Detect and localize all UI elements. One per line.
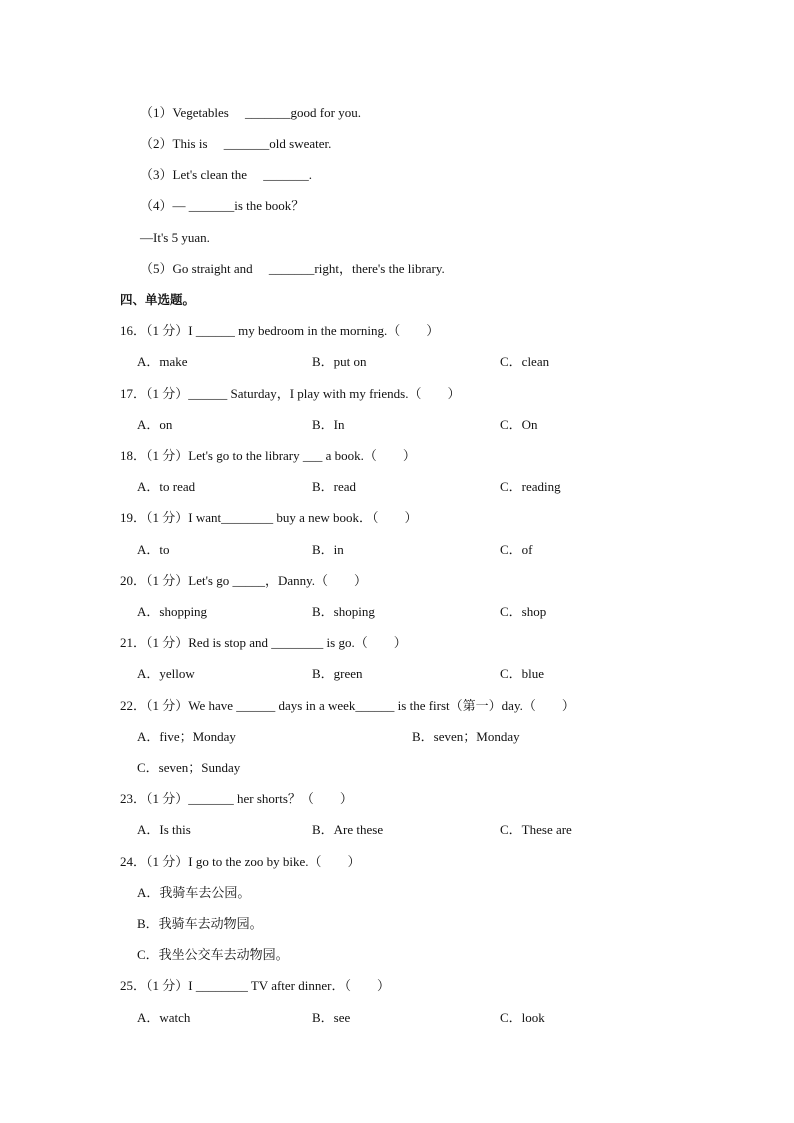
q19-option-a[interactable]: A．to xyxy=(137,542,170,557)
question-25-stem: 25．（1 分）I ________ TV after dinner．（ ） xyxy=(120,978,390,993)
q16-option-c[interactable]: C．clean xyxy=(500,354,550,369)
q21-option-b[interactable]: B．green xyxy=(312,666,363,681)
question-18-stem: 18．（1 分）Let's go to the library ___ a book.（ ） xyxy=(120,448,416,463)
fill-item-2: （2）This is _______old sweater. xyxy=(140,136,332,151)
section-title: 四、单选题。 xyxy=(120,292,196,307)
q24-option-a[interactable]: A．我骑车去公园。 xyxy=(137,885,251,900)
q22-option-a[interactable]: A．five；Monday xyxy=(137,729,236,744)
q23-option-a[interactable]: A．Is this xyxy=(137,822,191,837)
fill-item-4: （4）— _______is the book？ xyxy=(140,198,305,213)
q25-option-b[interactable]: B．see xyxy=(312,1010,351,1025)
q18-option-b[interactable]: B．read xyxy=(312,479,357,494)
q16-option-a[interactable]: A．make xyxy=(137,354,188,369)
q24-option-b[interactable]: B．我骑车去动物园。 xyxy=(137,916,263,931)
q20-option-a[interactable]: A．shopping xyxy=(137,604,208,619)
q20-option-b[interactable]: B．shoping xyxy=(312,604,375,619)
fill-item-5: （5）Go straight and _______right，there's the library. xyxy=(140,261,445,276)
question-24-stem: 24．（1 分）I go to the zoo by bike.（ ） xyxy=(120,854,361,869)
q23-option-b[interactable]: B．Are these xyxy=(312,822,384,837)
q25-option-a[interactable]: A．watch xyxy=(137,1010,191,1025)
q16-option-b[interactable]: B．put on xyxy=(312,354,367,369)
q20-option-c[interactable]: C．shop xyxy=(500,604,547,619)
q25-option-c[interactable]: C．look xyxy=(500,1010,545,1025)
q24-option-c[interactable]: C．我坐公交车去动物园。 xyxy=(137,947,289,962)
question-23-stem: 23．（1 分）_______ her shorts？（ ） xyxy=(120,791,353,806)
question-21-stem: 21．（1 分）Red is stop and ________ is go.（ ） xyxy=(120,635,407,650)
q22-option-b[interactable]: B．seven；Monday xyxy=(412,729,520,744)
question-22-stem: 22．（1 分）We have ______ days in a week______ is the first（第一）day.（ ） xyxy=(120,698,575,713)
q22-option-c[interactable]: C．seven；Sunday xyxy=(137,760,241,775)
q19-option-b[interactable]: B．in xyxy=(312,542,344,557)
q18-option-c[interactable]: C．reading xyxy=(500,479,561,494)
fill-item-4-answer: —It's 5 yuan. xyxy=(140,230,210,245)
q23-option-c[interactable]: C．These are xyxy=(500,822,572,837)
q17-option-b[interactable]: B．In xyxy=(312,417,345,432)
q21-option-c[interactable]: C．blue xyxy=(500,666,545,681)
q17-option-c[interactable]: C．On xyxy=(500,417,538,432)
q19-option-c[interactable]: C．of xyxy=(500,542,533,557)
question-20-stem: 20．（1 分）Let's go _____，Danny.（ ） xyxy=(120,573,368,588)
question-16-stem: 16．（1 分）I ______ my bedroom in the morning.（ ） xyxy=(120,323,440,338)
question-17-stem: 17．（1 分）______ Saturday，I play with my friends.（ ） xyxy=(120,386,461,401)
q21-option-a[interactable]: A．yellow xyxy=(137,666,195,681)
fill-item-3: （3）Let's clean the _______. xyxy=(140,167,313,182)
q17-option-a[interactable]: A．on xyxy=(137,417,173,432)
q18-option-a[interactable]: A．to read xyxy=(137,479,196,494)
question-19-stem: 19．（1 分）I want________ buy a new book．（ ） xyxy=(120,510,418,525)
fill-item-1: （1）Vegetables _______good for you. xyxy=(140,105,361,120)
